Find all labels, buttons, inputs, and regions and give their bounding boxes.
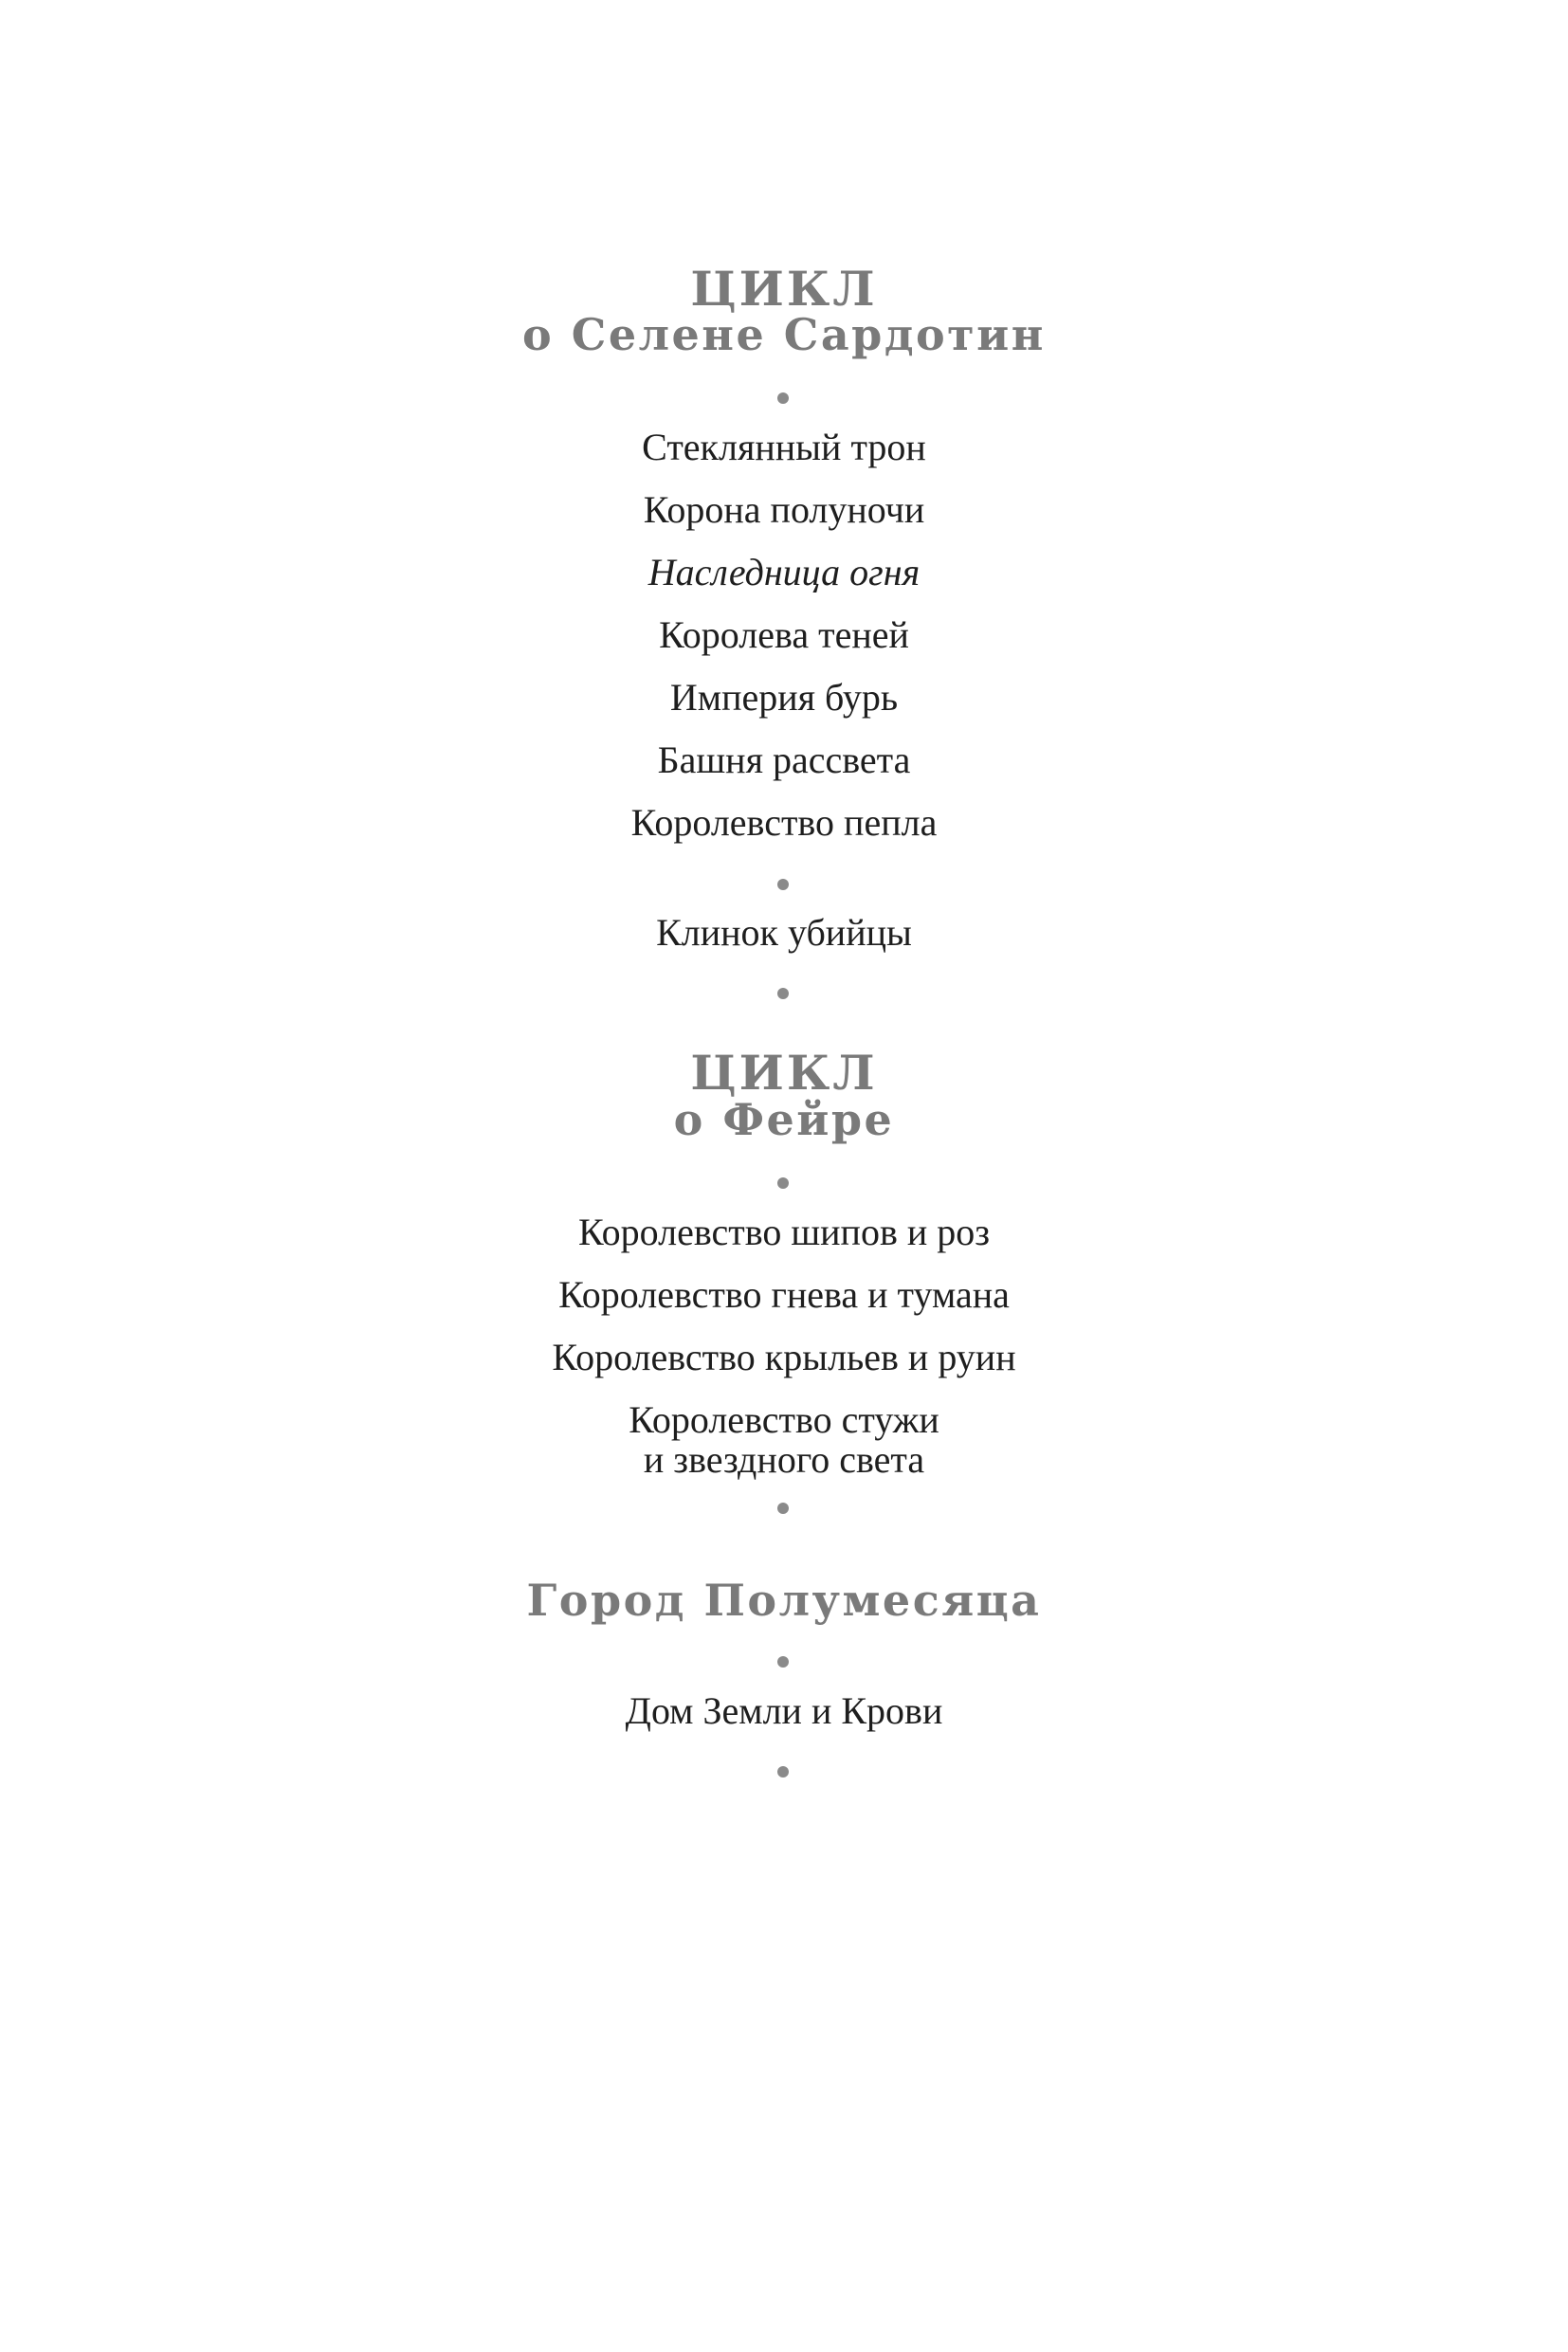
book-title: Клинок убийцы	[656, 911, 912, 954]
section1-heading: ЦИКЛ	[690, 261, 878, 317]
book-title: Башня рассвета	[657, 738, 911, 781]
book-title: Королевство шипов и роз	[577, 1211, 991, 1253]
separator-dot	[777, 1177, 789, 1189]
section2-heading: ЦИКЛ	[690, 1045, 878, 1101]
book-title: Дом Земли и Крови	[625, 1689, 943, 1732]
book-title: Королевство крыльев и руин	[552, 1336, 1016, 1378]
separator-dot	[777, 879, 789, 890]
separator-dot	[777, 988, 789, 999]
section1-subheading: о Селене Сардотин	[522, 309, 1046, 360]
separator-dot	[777, 1766, 789, 1778]
book-title: Империя бурь	[669, 676, 899, 719]
separator-dot	[777, 1503, 789, 1514]
section3-heading: Город Полумесяца	[526, 1575, 1042, 1626]
separator-dot	[777, 392, 789, 404]
book-title: Королевство пепла	[630, 801, 938, 844]
book-title: Королевство гнева и тумана	[558, 1273, 1010, 1316]
book-title-line1: Королевство стужи	[629, 1398, 939, 1441]
book-title: Стеклянный трон	[642, 426, 926, 468]
separator-dot	[777, 1656, 789, 1668]
book-title: Наследница огня	[647, 551, 921, 593]
book-title: Корона полуночи	[643, 488, 925, 531]
book-title: Королева теней	[659, 613, 909, 656]
book-title-line2: и звездного света	[643, 1438, 925, 1481]
section2-subheading: о Фейре	[673, 1094, 895, 1145]
